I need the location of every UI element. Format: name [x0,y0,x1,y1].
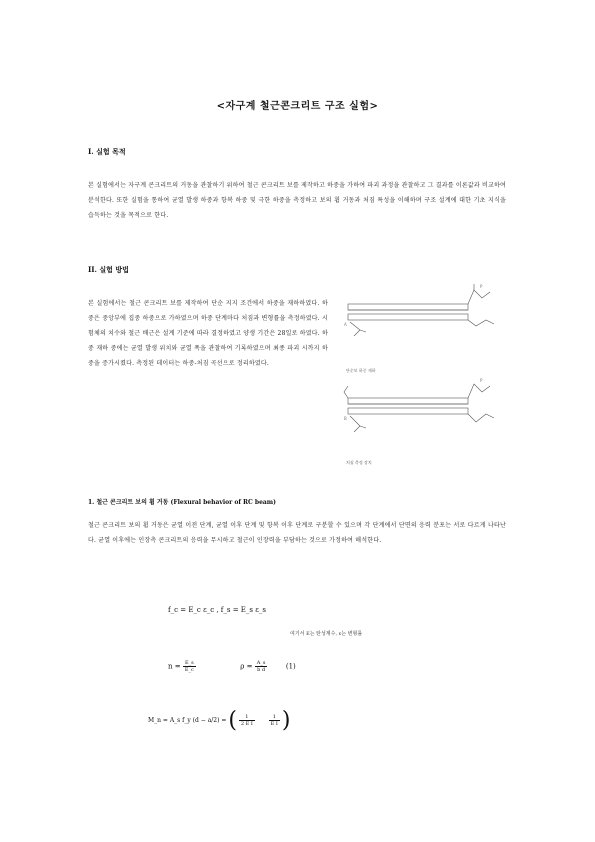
eq2-number: (1) [285,662,296,671]
fraction-numerator: 1 [239,714,255,721]
eq3-fraction-2 [269,714,280,727]
paragraph: 철근 콘크리트 보의 휨 거동은 균열 이전 단계, 균열 이후 단계 및 항복 이후 단계로 구분할 수 있으며 각 단계에서 단면의 응력 분포는 서로 다르게 나타난다. 균열 이후에는 인장측 콘크리트의 응력을 무시하고 철근이 인장력을 부담하는 것으로 가정하여 해석한다. [88,522,506,544]
equation-1: f_c = E_c ε_c , f_s = E_s ε_s [168,606,266,614]
eq2-left-fraction [183,660,196,673]
equation-3 [148,708,290,733]
section-heading-2: II. 실험 방법 [88,265,129,274]
paragraph: 본 실험에서는 자구계 콘크리트의 거동을 관찰하기 위하여 철근 콘크리트 보를 제작하고 하중을 가하여 파괴 과정을 관찰하고 그 결과를 이론값과 비교하여 분석한다. 또한 실험을 통하여 균열 발생 하중과 항복 하중 및 극한 하중을 측정하고 보의 휨 거동과 처짐 특성을 이해하며 구조 설계에 대한 기초 지식을 습득하는 것을 목적으로 한다. [88,182,506,219]
fraction-numerator: E_s [183,660,196,667]
beam-test-figure [340,280,510,470]
fraction-denominator: b d [257,667,266,673]
eq2-right-prefix: ρ = [240,662,253,671]
section-body-1 [88,178,506,223]
svg-text:P: P [480,378,483,383]
page-title: <자구계 철근콘크리트 구조 실험> [216,101,379,112]
fraction-numerator: 1 [269,714,280,721]
fraction-denominator: 2 E I [240,721,253,727]
eq3-fraction-1 [239,714,255,727]
equation-1-note: 여기서 E는 탄성계수, ε는 변형률 [290,631,363,637]
equation-2 [168,660,296,673]
svg-text:P: P [480,284,483,289]
section-body-2 [88,296,328,371]
fraction-numerator: A_s [256,660,266,666]
right-paren: ) [281,708,291,733]
section-heading-1: I. 실험 목적 [88,147,126,156]
paragraph: 본 실험에서는 철근 콘크리트 보를 제작하여 단순 지지 조건에서 하중을 재하하였다. 하중은 중앙부에 집중 하중으로 가하였으며 하중 단계마다 처짐과 변형률을 측정하였다. 시험체의 치수와 철근 배근은 설계 기준에 따라 결정하였고 양생 기간은 28일로 하였다. 하중 재하 중에는 균열 발생 위치와 균열 폭을 관찰하여 기록하였으며 최종 파괴 시까지 하중을 증가시켰다. 측정된 데이터는 하중-처짐 곡선으로 정리하였다. [88,300,328,367]
svg-text:B: B [344,416,347,421]
figure-caption-bottom: 처짐 측정 장치 [346,460,372,465]
eq2-left-prefix: n = [168,662,181,671]
section-body-3 [88,518,506,548]
svg-text:A: A [344,322,347,327]
eq2-right-fraction [255,660,268,673]
left-paren: ( [228,708,237,733]
fraction-denominator: E_c [184,667,194,673]
beam-diagram [340,280,510,470]
eq3-prefix: M_n = A_s f_y (d − a/2) = [148,717,229,724]
figure-caption-top: 단순보 하중 재하 [346,368,376,373]
section-heading-3: 1. 철근 콘크리트 보의 휨 거동 (Flexural behavior of RC beam) [88,499,276,506]
fraction-denominator: E I [270,721,278,727]
